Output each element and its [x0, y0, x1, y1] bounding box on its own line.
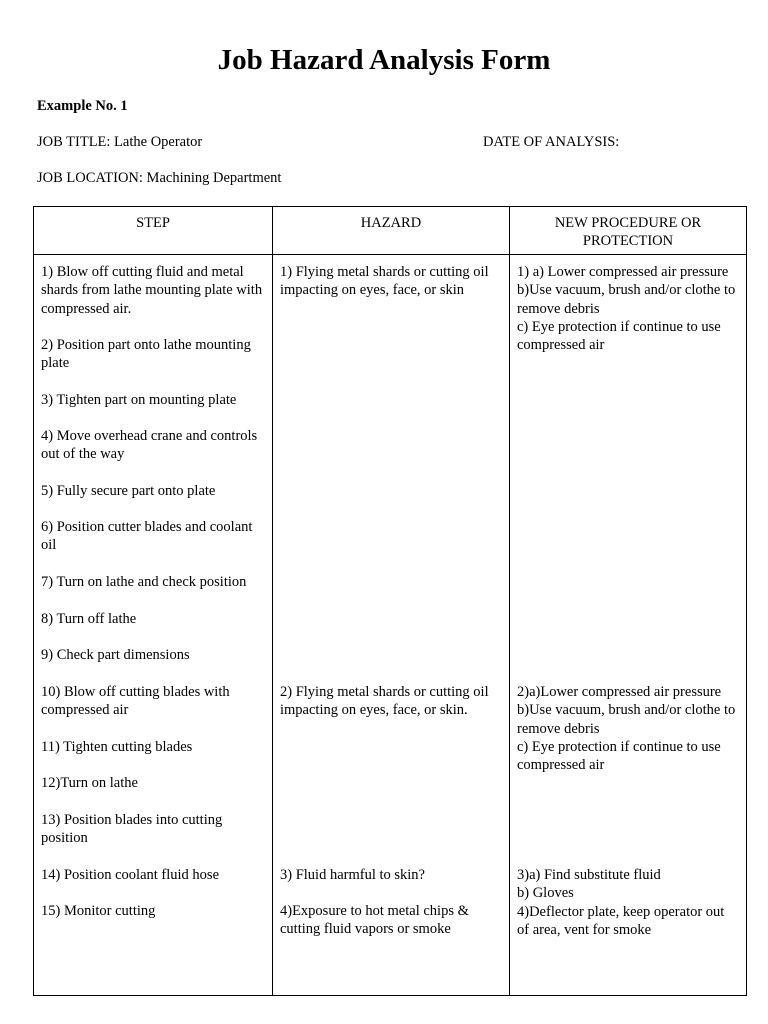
job-title: JOB TITLE: Lathe Operator — [37, 134, 203, 150]
step-14: 14) Position coolant fluid hose — [41, 867, 220, 883]
step-5: 5) Fully secure part onto plate — [41, 483, 216, 499]
header-step: STEP — [34, 207, 273, 255]
step-6: 6) Position cutter blades and coolant oil — [41, 519, 253, 554]
job-location: JOB LOCATION: Machining Department — [37, 170, 282, 186]
step-7: 7) Turn on lathe and check position — [41, 574, 247, 590]
step-9: 9) Check part dimensions — [41, 647, 190, 663]
form-title: Job Hazard Analysis Form — [217, 44, 551, 76]
table-row — [34, 255, 747, 996]
hazard-1: 1) Flying metal shards or cutting oil impacting on eyes, face, or skin — [280, 264, 489, 299]
table-header-row — [34, 207, 747, 255]
steps-cell — [34, 255, 273, 996]
hazard-analysis-table — [33, 206, 747, 996]
step-2: 2) Position part onto lathe mounting plate — [41, 337, 251, 372]
procedures-cell — [510, 255, 747, 996]
step-10: 10) Blow off cutting blades with compressed air — [41, 684, 230, 719]
example-label: Example No. 1 — [37, 98, 128, 114]
hazard-2: 2) Flying metal shards or cutting oil impacting on eyes, face, or skin. — [280, 684, 489, 719]
step-15: 15) Monitor cutting — [41, 903, 156, 919]
header-procedure: NEW PROCEDURE OR PROTECTION — [510, 207, 747, 255]
step-12: 12)Turn on lathe — [41, 775, 138, 791]
step-11: 11) Tighten cutting blades — [41, 739, 193, 755]
header-hazard: HAZARD — [273, 207, 510, 255]
hazards-cell — [273, 255, 510, 996]
hazard-4: 4)Exposure to hot metal chips & cutting fluid vapors or smoke — [280, 903, 469, 938]
procedure-3: 3)a) Find substitute fluid b) Gloves 4)Deflector plate, keep operator out of area, vent for smoke — [517, 867, 725, 938]
step-4: 4) Move overhead crane and controls out of the way — [41, 428, 258, 463]
hazard-3: 3) Fluid harmful to skin? — [280, 867, 425, 883]
procedure-2: 2)a)Lower compressed air pressure b)Use vacuum, brush and/or clothe to remove debris c) Eye protection if continue to use compressed air — [517, 684, 736, 774]
step-8: 8) Turn off lathe — [41, 611, 137, 627]
step-3: 3) Tighten part on mounting plate — [41, 392, 237, 408]
date-of-analysis: DATE OF ANALYSIS: — [483, 134, 620, 150]
step-1: 1) Blow off cutting fluid and metal shards from lathe mounting plate with compressed air. — [41, 264, 263, 317]
step-13: 13) Position blades into cutting position — [41, 812, 223, 847]
procedure-1: 1) a) Lower compressed air pressure b)Use vacuum, brush and/or clothe to remove debris c) Eye protection if continue to use compressed air — [517, 264, 736, 354]
